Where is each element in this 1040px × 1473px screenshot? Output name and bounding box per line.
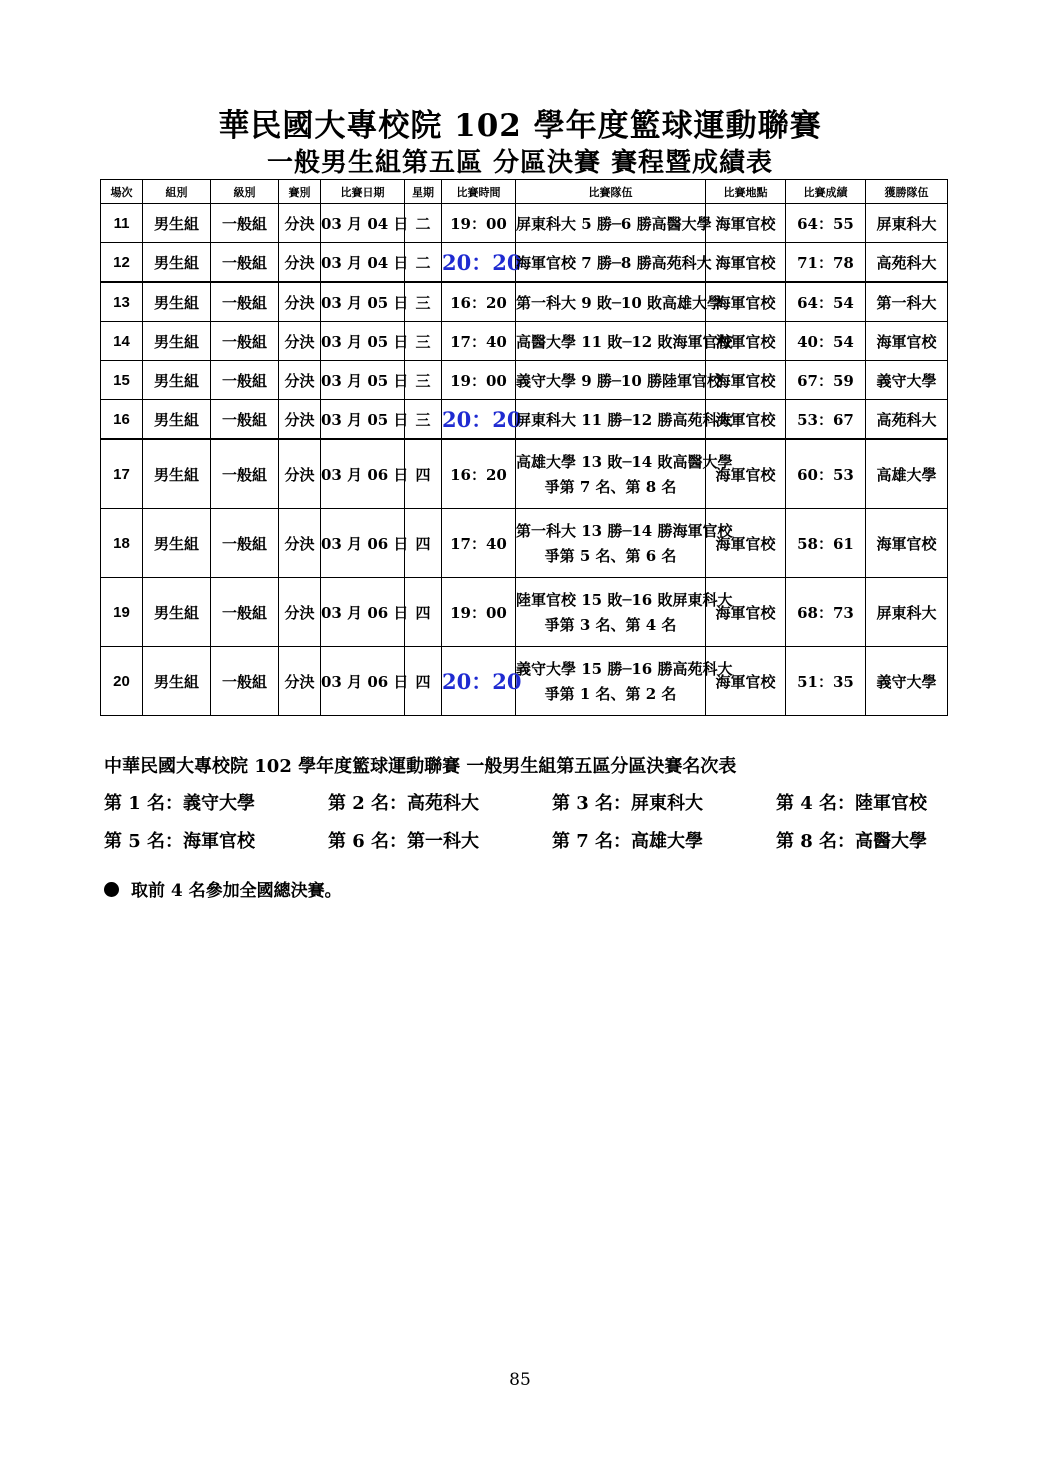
level-cell: 一般組	[211, 361, 279, 400]
group-cell: 男生組	[143, 439, 211, 509]
ranking-row-2	[104, 827, 1000, 853]
level-cell: 一般組	[211, 243, 279, 283]
match-cell	[516, 439, 733, 509]
winner-cell: 高苑科大	[866, 243, 948, 283]
score-cell: 64：55	[786, 204, 866, 243]
group-cell: 男生組	[143, 322, 211, 361]
schedule-table	[100, 179, 948, 716]
page-number: 85	[509, 1370, 531, 1390]
header-cell: 比賽地點	[706, 180, 786, 204]
weekday-cell: 二	[405, 204, 442, 243]
score-cell: 67：59	[786, 361, 866, 400]
header-cell: 賽別	[279, 180, 321, 204]
rank-entry: 第 3 名：屏東科大	[552, 793, 704, 814]
venue-cell: 海軍官校	[706, 509, 786, 578]
table-row	[101, 509, 948, 578]
rank-entry: 第 1 名：義守大學	[104, 793, 256, 814]
type-cell: 分決	[279, 243, 321, 283]
header-cell: 比賽日期	[321, 180, 405, 204]
score-cell: 51：35	[786, 647, 866, 716]
level-cell: 一般組	[211, 282, 279, 322]
time-cell: 17：40	[442, 509, 516, 578]
note	[104, 876, 342, 901]
match-line: 屏東科大 5 勝─6 勝高醫大學	[516, 214, 712, 233]
rank-entry: 第 5 名：海軍官校	[104, 831, 256, 852]
venue-cell: 海軍官校	[706, 578, 786, 647]
venue-cell: 海軍官校	[706, 361, 786, 400]
score-cell: 58：61	[786, 509, 866, 578]
time-cell: 19：00	[442, 204, 516, 243]
game-number-cell: 15	[101, 361, 143, 400]
score-cell: 68：73	[786, 578, 866, 647]
rank-entry: 第 6 名：第一科大	[328, 831, 480, 852]
match-cell	[516, 282, 723, 322]
ranking-row-1	[104, 789, 1000, 815]
level-cell: 一般組	[211, 578, 279, 647]
group-cell: 男生組	[143, 647, 211, 716]
score-cell: 60：53	[786, 439, 866, 509]
rank-entry: 第 8 名：高醫大學	[776, 831, 928, 852]
table-row	[101, 361, 948, 400]
game-number-cell: 11	[101, 204, 143, 243]
match-cell	[516, 578, 733, 647]
winner-cell: 高苑科大	[866, 400, 948, 440]
type-cell: 分決	[279, 509, 321, 578]
match-cell	[516, 400, 733, 440]
date-cell: 03 月 05 日	[321, 400, 405, 440]
table-header-row	[101, 180, 948, 204]
type-cell: 分決	[279, 647, 321, 716]
date-cell: 03 月 05 日	[321, 322, 405, 361]
game-number-cell: 13	[101, 282, 143, 322]
weekday-cell: 四	[405, 647, 442, 716]
type-cell: 分決	[279, 322, 321, 361]
winner-cell: 屏東科大	[866, 578, 948, 647]
table-row	[101, 322, 948, 361]
match-subtitle: 爭第 1 名、第 2 名	[544, 685, 677, 703]
level-cell: 一般組	[211, 204, 279, 243]
type-cell: 分決	[279, 439, 321, 509]
time-cell: 20：20	[442, 647, 516, 716]
header-cell: 比賽時間	[442, 180, 516, 204]
match-line: 陸軍官校 15 敗─16 敗屏東科大	[516, 591, 733, 609]
type-cell: 分決	[279, 578, 321, 647]
level-cell: 一般組	[211, 400, 279, 440]
group-cell: 男生組	[143, 204, 211, 243]
time-cell: 20：20	[442, 243, 516, 283]
date-cell: 03 月 05 日	[321, 361, 405, 400]
match-cell	[516, 361, 723, 400]
header-cell: 比賽成績	[786, 180, 866, 204]
table-row	[101, 400, 948, 440]
header-cell: 場次	[101, 180, 143, 204]
group-cell: 男生組	[143, 243, 211, 283]
type-cell: 分決	[279, 361, 321, 400]
game-number-cell: 16	[101, 400, 143, 440]
weekday-cell: 四	[405, 509, 442, 578]
winner-cell: 義守大學	[866, 361, 948, 400]
page-subtitle: 一般男生組第五區 分區決賽 賽程暨成績表	[266, 148, 774, 178]
game-number-cell: 19	[101, 578, 143, 647]
date-cell: 03 月 06 日	[321, 509, 405, 578]
rank-entry: 第 4 名：陸軍官校	[776, 793, 928, 814]
winner-cell: 高雄大學	[866, 439, 948, 509]
group-cell: 男生組	[143, 282, 211, 322]
match-line: 高醫大學 11 敗─12 敗海軍官校	[516, 332, 733, 351]
game-number-cell: 17	[101, 439, 143, 509]
level-cell: 一般組	[211, 439, 279, 509]
rank-entry: 第 2 名：高苑科大	[328, 793, 480, 814]
match-line: 第一科大 13 勝─14 勝海軍官校	[516, 522, 733, 540]
table-row	[101, 439, 948, 509]
match-line: 屏東科大 11 勝─12 勝高苑科大	[516, 410, 733, 429]
type-cell: 分決	[279, 400, 321, 440]
date-cell: 03 月 04 日	[321, 243, 405, 283]
game-number-cell: 14	[101, 322, 143, 361]
header-cell: 比賽隊伍	[516, 180, 706, 204]
match-line: 義守大學 9 勝─10 勝陸軍官校	[516, 371, 723, 390]
match-subtitle: 爭第 7 名、第 8 名	[544, 478, 677, 496]
match-cell	[516, 509, 733, 578]
match-line: 義守大學 15 勝─16 勝高苑科大	[516, 660, 733, 678]
date-cell: 03 月 06 日	[321, 439, 405, 509]
level-cell: 一般組	[211, 647, 279, 716]
venue-cell: 海軍官校	[706, 204, 786, 243]
header-cell: 星期	[405, 180, 442, 204]
group-cell: 男生組	[143, 578, 211, 647]
winner-cell: 第一科大	[866, 282, 948, 322]
game-number-cell: 20	[101, 647, 143, 716]
table-row	[101, 204, 948, 243]
weekday-cell: 三	[405, 282, 442, 322]
score-cell: 64：54	[786, 282, 866, 322]
group-cell: 男生組	[143, 400, 211, 440]
winner-cell: 海軍官校	[866, 509, 948, 578]
venue-cell: 海軍官校	[706, 243, 786, 283]
match-cell	[516, 647, 733, 716]
date-cell: 03 月 05 日	[321, 282, 405, 322]
level-cell: 一般組	[211, 322, 279, 361]
score-cell: 40：54	[786, 322, 866, 361]
bullet-icon	[104, 882, 119, 897]
time-cell: 19：00	[442, 578, 516, 647]
venue-cell: 海軍官校	[706, 282, 786, 322]
venue-cell: 海軍官校	[706, 647, 786, 716]
ranking-title: 中華民國大專校院 102 學年度籃球運動聯賽 一般男生組第五區分區決賽名次表	[104, 756, 737, 777]
match-subtitle: 爭第 5 名、第 6 名	[544, 547, 677, 565]
header-cell: 獲勝隊伍	[866, 180, 948, 204]
winner-cell: 海軍官校	[866, 322, 948, 361]
weekday-cell: 三	[405, 361, 442, 400]
time-cell: 17：40	[442, 322, 516, 361]
group-cell: 男生組	[143, 509, 211, 578]
type-cell: 分決	[279, 282, 321, 322]
match-cell	[516, 243, 712, 283]
type-cell: 分決	[279, 204, 321, 243]
rank-entry: 第 7 名：高雄大學	[552, 831, 704, 852]
level-cell: 一般組	[211, 509, 279, 578]
weekday-cell: 四	[405, 578, 442, 647]
score-cell: 53：67	[786, 400, 866, 440]
match-line: 高雄大學 13 敗─14 敗高醫大學	[516, 453, 733, 471]
venue-cell: 海軍官校	[706, 400, 786, 440]
weekday-cell: 四	[405, 439, 442, 509]
time-cell: 16：20	[442, 282, 516, 322]
time-cell: 16：20	[442, 439, 516, 509]
game-number-cell: 18	[101, 509, 143, 578]
time-cell: 19：00	[442, 361, 516, 400]
table-row	[101, 578, 948, 647]
date-cell: 03 月 06 日	[321, 647, 405, 716]
winner-cell: 屏東科大	[866, 204, 948, 243]
header-cell: 組別	[143, 180, 211, 204]
table-row	[101, 243, 948, 283]
score-cell: 71：78	[786, 243, 866, 283]
header-cell: 級別	[211, 180, 279, 204]
game-number-cell: 12	[101, 243, 143, 283]
weekday-cell: 二	[405, 243, 442, 283]
date-cell: 03 月 04 日	[321, 204, 405, 243]
time-cell: 20：20	[442, 400, 516, 440]
table-row	[101, 647, 948, 716]
date-cell: 03 月 06 日	[321, 578, 405, 647]
match-cell	[516, 204, 712, 243]
venue-cell: 海軍官校	[706, 439, 786, 509]
table-row	[101, 282, 948, 322]
match-line: 海軍官校 7 勝─8 勝高苑科大	[516, 253, 712, 272]
weekday-cell: 三	[405, 400, 442, 440]
note-text: 取前 4 名參加全國總決賽。	[131, 881, 342, 901]
group-cell: 男生組	[143, 361, 211, 400]
match-subtitle: 爭第 3 名、第 4 名	[544, 616, 677, 634]
winner-cell: 義守大學	[866, 647, 948, 716]
match-line: 第一科大 9 敗─10 敗高雄大學	[516, 293, 723, 312]
table-body	[101, 204, 948, 716]
weekday-cell: 三	[405, 322, 442, 361]
match-cell	[516, 322, 733, 361]
venue-cell: 海軍官校	[706, 322, 786, 361]
page-title: 華民國大專校院 102 學年度籃球運動聯賽	[218, 108, 822, 144]
